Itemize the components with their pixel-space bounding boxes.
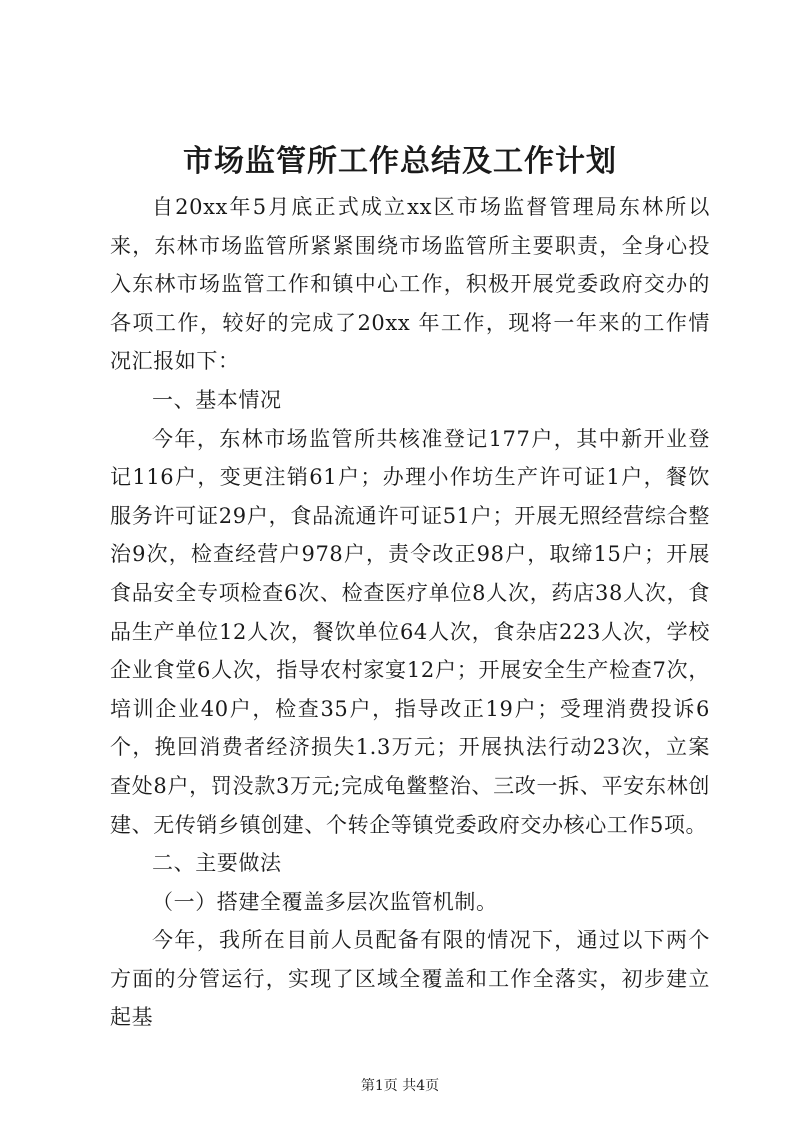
page-footer: 第1页 共4页: [360, 1078, 440, 1094]
document-body: [110, 188, 710, 1037]
document-title: 市场监管所工作总结及工作计划: [183, 144, 617, 179]
intro-paragraph: 自20xx年5月底正式成立xx区市场监督管理局东林所以来，东林市场监管所紧紧围绕市场监管所主要职责，全身心投入东林市场监管工作和镇中心工作，积极开展党委政府交办的各项工作，较好的完成了20xx 年工作，现将一年来的工作情况汇报如下：: [110, 195, 710, 374]
subsection-heading: （一）搭建全覆盖多层次监管机制。: [152, 889, 498, 914]
basic-situation-paragraph: 今年，东林市场监管所共核准登记177户，其中新开业登记116户，变更注销61户；办理小作坊生产许可证1户，餐饮服务许可证29户，食品流通许可证51户；开展无照经营综合整治9次，检查经营户978户，责令改正98户，取缔15户；开展食品安全专项检查6次、检查医疗单位8人次，药店38人次，食品生产单位12人次，餐饮单位64人次，食杂店223人次，学校企业食堂6人次，指导农村家宴12户；开展安全生产检查7次，培训企业40户，检查35户，指导改正19户；受理消费投诉6个，挽回消费者经济损失1.3万元；开展执法行动23次，立案查处8户，罚没款3万元;完成龟鳖整治、三改一拆、平安东林创建、无传销乡镇创建、个转企等镇党委政府交办核心工作5项。: [110, 426, 710, 837]
practices-paragraph: 今年，我所在目前人员配备有限的情况下，通过以下两个方面的分管运行，实现了区域全覆盖和工作全落实，初步建立起基: [110, 928, 710, 1030]
section-heading-practices: 二、主要做法: [152, 851, 282, 876]
section-heading-basic: 一、基本情况: [152, 387, 282, 412]
